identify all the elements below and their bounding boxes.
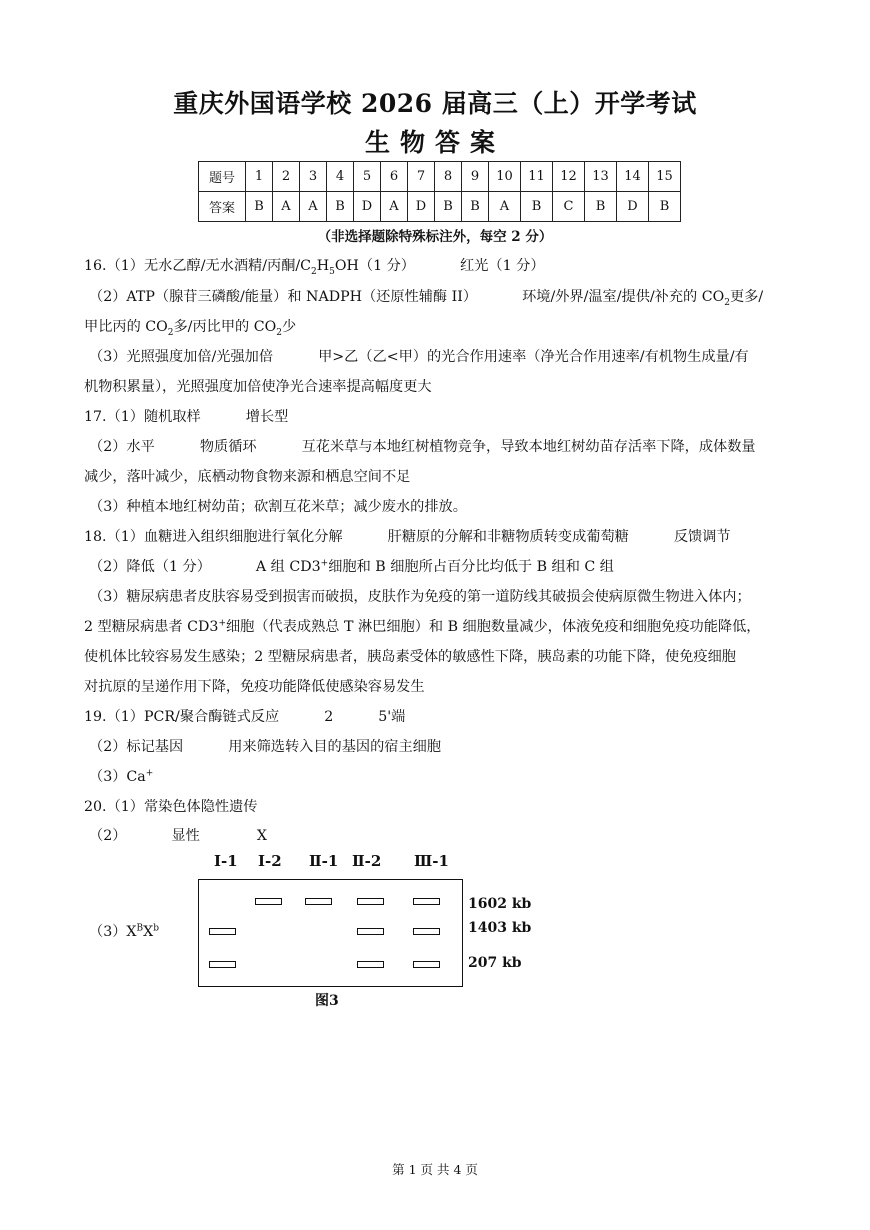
q16-part1-answer2: 红光（1 分）	[460, 258, 545, 274]
superscript: +	[320, 558, 329, 569]
q16-part2-cont: 甲比丙的 CO	[84, 319, 168, 335]
band-III-1-1602	[413, 898, 440, 905]
answer-table-answer-row	[199, 192, 681, 222]
answer-cell: B	[462, 192, 489, 222]
q18-part3-text: 2 型糖尿病患者 CD3	[84, 619, 219, 635]
lane-label-III-1: Ⅲ-1	[414, 852, 449, 870]
q19-line-3	[89, 766, 153, 786]
question-number: 7	[408, 162, 435, 192]
q19-line-2	[89, 736, 441, 756]
answer-cell: D	[354, 192, 381, 222]
question-number: 12	[553, 162, 585, 192]
answer-cell: B	[649, 192, 681, 222]
q16-part2-answer2: 更多/	[729, 289, 764, 305]
q18-line-4	[84, 616, 760, 636]
q16-line-5: 机物积累量），光照强度加倍使净光合速率提高幅度更大	[84, 379, 432, 395]
question-number: 15	[649, 162, 681, 192]
q19-part1-text: 19.（1）PCR/聚合酶链式反应	[84, 709, 280, 725]
question-number: 1	[246, 162, 273, 192]
q16-line-4	[89, 346, 749, 366]
figure-caption: 图3	[315, 993, 339, 1009]
answer-cell: B	[585, 192, 617, 222]
q18-part1-answer3: 反馈调节	[673, 529, 731, 545]
answer-cell: A	[489, 192, 521, 222]
superscript: b	[153, 923, 160, 934]
answer-cell: B	[521, 192, 553, 222]
q16-line-2	[89, 286, 763, 308]
question-number: 2	[273, 162, 300, 192]
page-footer: 第 1 页 共 4 页	[392, 1162, 478, 1177]
q17-part2-answer2: 物质循环	[199, 439, 257, 455]
band-II-2-1403	[357, 928, 384, 935]
q20-line-3	[89, 921, 159, 941]
band-III-1-207	[413, 961, 440, 968]
superscript: +	[145, 768, 154, 779]
answer-cell: B	[327, 192, 354, 222]
row-label-answer: 答案	[199, 192, 246, 222]
lane-label-II-2: Ⅱ-2	[352, 852, 382, 870]
q16-part1-text: 16.（1）无水乙醇/无水酒精/丙酮/C	[84, 258, 312, 274]
size-label-1602: 1602 kb	[468, 896, 532, 912]
q18-line-5: 使机体比较容易发生感染；2 型糖尿病患者，胰岛素受体的敏感性下降，胰岛素的功能下降，使免疫细胞	[84, 649, 736, 665]
q18-line-2	[89, 556, 614, 576]
question-number: 13	[585, 162, 617, 192]
answer-cell: B	[246, 192, 273, 222]
answer-cell: C	[553, 192, 585, 222]
band-II-2-1602	[357, 898, 384, 905]
q18-line-6: 对抗原的呈递作用下降，免疫功能降低使感染容易发生	[84, 679, 425, 695]
page-title: 重庆外国语学校 2026 届高三（上）开学考试	[173, 89, 697, 118]
q20-line-2	[89, 825, 267, 845]
q18-part1-answer2: 肝糖原的分解和非糖物质转变成葡萄糖	[387, 529, 629, 545]
q16-part1-text: H	[316, 258, 330, 274]
q20-part2-answer1: 显性	[171, 828, 200, 844]
q20-part3-text: X	[143, 924, 154, 940]
q17-part2-text: （2）水平	[89, 439, 155, 455]
q20-part3-text: （3）X	[89, 924, 137, 940]
question-number: 9	[462, 162, 489, 192]
q17-line-3: 减少，落叶减少，底栖动物食物来源和栖息空间不足	[84, 469, 411, 485]
q16-part2-cont: 少	[281, 319, 297, 335]
q16-part2-text: （2）ATP（腺苷三磷酸/能量）和 NADPH（还原性辅酶 II）	[89, 289, 478, 305]
q19-part3-text: （3）Ca	[89, 769, 146, 785]
answer-cell: D	[408, 192, 435, 222]
lane-label-II-1: Ⅱ-1	[309, 852, 339, 870]
subscript: 2	[311, 266, 317, 277]
q18-part3-text: 细胞（代表成熟总 T 淋巴细胞）和 B 细胞数量减少，体液免疫和细胞免疫功能降低，	[225, 619, 761, 635]
q20-line-1: 20.（1）常染色体隐性遗传	[84, 799, 258, 815]
gel-figure	[198, 879, 463, 987]
q19-line-1	[84, 706, 405, 726]
answer-cell: B	[435, 192, 462, 222]
q16-part3-text: （3）光照强度加倍/光强加倍	[89, 349, 274, 365]
answer-cell: D	[617, 192, 649, 222]
q16-part3-answer2: 甲>乙（乙<甲）的光合作用速率（净光合作用速率/有机物生成量/有	[318, 349, 749, 365]
q17-part1-text: 17.（1）随机取样	[84, 409, 201, 425]
q18-line-1	[84, 526, 731, 546]
question-number: 10	[489, 162, 521, 192]
answer-table-number-row	[199, 162, 681, 192]
q16-part1-text: OH（1 分）	[334, 258, 415, 274]
q17-part1-answer2: 增长型	[245, 409, 289, 425]
answer-cell: A	[381, 192, 408, 222]
size-label-1403: 1403 kb	[468, 920, 532, 936]
band-I-1-207	[209, 961, 236, 968]
question-number: 14	[617, 162, 649, 192]
subscript: 2	[167, 327, 174, 338]
lane-label-I-2: Ⅰ-2	[258, 852, 282, 870]
q18-part2-answer2: A 组 CD3	[255, 559, 321, 575]
q20-part2-answer2: X	[256, 828, 267, 844]
q19-part1-answer3: 5'端	[378, 709, 406, 725]
band-II-2-207	[357, 961, 384, 968]
q18-line-3: （3）糖尿病患者皮肤容易受到损害而破损，皮肤作为免疫的第一道防线其破损会使病原微生物进入体内；	[89, 589, 751, 605]
q20-part2-text: （2）	[89, 828, 127, 844]
answer-cell: A	[273, 192, 300, 222]
page-subtitle: 生物答案	[364, 128, 505, 157]
answer-cell: A	[300, 192, 327, 222]
subscript: 2	[724, 297, 730, 308]
question-number: 11	[521, 162, 553, 192]
q16-line-3	[84, 316, 296, 338]
q16-line-1	[84, 255, 545, 277]
question-number: 5	[354, 162, 381, 192]
band-III-1-1403	[413, 928, 440, 935]
q17-line-2	[89, 436, 756, 456]
band-I-2-1602	[255, 898, 282, 905]
answer-table	[198, 161, 681, 222]
size-label-207: 207 kb	[468, 955, 522, 971]
band-I-1-1403	[209, 928, 236, 935]
q18-part2-text: （2）降低（1 分）	[89, 559, 211, 575]
subscript: 2	[276, 327, 282, 338]
row-label-number: 题号	[199, 162, 246, 192]
subscript: 5	[329, 266, 335, 277]
band-II-1-1602	[305, 898, 332, 905]
q19-part2-text: （2）标记基因	[89, 739, 184, 755]
q16-part2-answer2: 环境/外界/温室/提供/补充的 CO	[522, 289, 725, 305]
q19-part2-answer2: 用来筛选转入目的基因的宿主细胞	[228, 739, 442, 755]
question-number: 3	[300, 162, 327, 192]
q17-line-4: （3）种植本地红树幼苗；砍割互花米草；减少废水的排放。	[89, 499, 467, 515]
superscript: B	[136, 923, 144, 934]
q17-line-1	[84, 406, 288, 426]
superscript: +	[218, 618, 226, 629]
lane-label-I-1: Ⅰ-1	[214, 852, 238, 870]
q18-part1-text: 18.（1）血糖进入组织细胞进行氧化分解	[84, 529, 343, 545]
q16-part2-cont: 多/丙比甲的 CO	[173, 319, 277, 335]
q18-part2-answer2: 细胞和 B 细胞所占百分比均低于 B 组和 C 组	[328, 559, 614, 575]
question-number: 4	[327, 162, 354, 192]
question-number: 8	[435, 162, 462, 192]
q17-part2-answer3: 互花米草与本地红树植物竞争，导致本地红树幼苗存活率下降，成体数量	[301, 439, 756, 455]
question-number: 6	[381, 162, 408, 192]
scoring-note: （非选择题除特殊标注外，每空 2 分）	[317, 229, 553, 245]
q19-part1-answer2: 2	[324, 709, 334, 725]
